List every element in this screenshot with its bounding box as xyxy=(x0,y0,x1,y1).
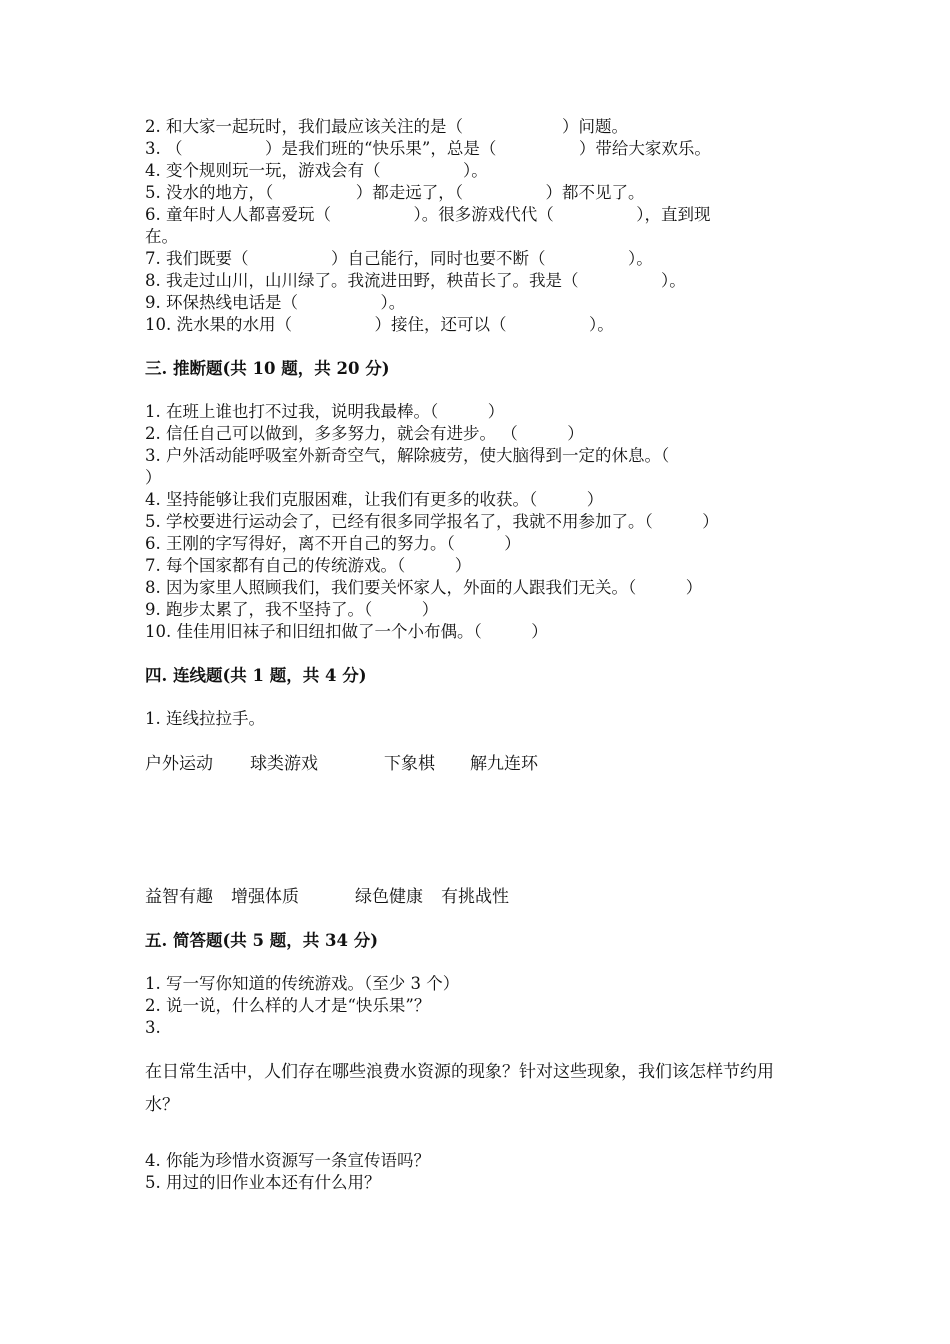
judge-item-8: 8. 因为家里人照顾我们，我们要关怀家人，外面的人跟我们无关。（ ） xyxy=(145,578,703,597)
short-item-4: 4. 你能为珍惜水资源写一条宣传语吗？ xyxy=(145,1151,430,1170)
match-top-word-4[interactable]: 解九连环 xyxy=(470,754,538,774)
match-bottom-word-4[interactable]: 有挑战性 xyxy=(441,887,509,907)
match-top-word-1[interactable]: 户外运动 xyxy=(145,754,213,774)
fill-item-10: 10. 洗水果的水用（ ）接住，还可以（ ）。 xyxy=(145,315,614,334)
match-bottom-word-2[interactable]: 增强体质 xyxy=(231,887,299,907)
judge-item-1: 1. 在班上谁也打不过我，说明我最棒。（ ） xyxy=(145,402,505,421)
fill-item-5: 5. 没水的地方，（ ）都走远了，（ ）都不见了。 xyxy=(145,183,645,202)
fill-item-3: 3. （ ）是我们班的“快乐果”，总是（ ）带给大家欢乐。 xyxy=(145,139,711,158)
judge-item-10: 10. 佳佳用旧袜子和旧纽扣做了一个小布偶。（ ） xyxy=(145,622,548,641)
short-item-3-text: 在日常生活中，人们存在哪些浪费水资源的现象？针对这些现象，我们该怎样节约用水？ xyxy=(145,1062,774,1115)
fill-item-9: 9. 环保热线电话是（ ）。 xyxy=(145,293,406,312)
fill-item-4: 4. 变个规则玩一玩，游戏会有（ ）。 xyxy=(145,161,488,180)
short-item-3-number: 3. xyxy=(145,1018,161,1037)
match-section-heading: 四. 连线题(共 1 题，共 4 分) xyxy=(145,666,367,685)
short-item-2: 2. 说一说，什么样的人才是“快乐果”？ xyxy=(145,996,431,1015)
judge-section-heading: 三. 推断题(共 10 题，共 20 分) xyxy=(145,359,390,378)
fill-item-2: 2. 和大家一起玩时，我们最应该关注的是（ ）问题。 xyxy=(145,117,628,136)
fill-item-6-continued: 在。 xyxy=(145,227,178,246)
fill-item-6: 6. 童年时人人都喜爱玩（ ）。很多游戏代代（ ），直到现 xyxy=(145,205,711,224)
fill-item-7: 7. 我们既要（ ）自己能行，同时也要不断（ ）。 xyxy=(145,249,653,268)
match-bottom-word-3[interactable]: 绿色健康 xyxy=(355,887,423,907)
judge-item-6: 6. 王刚的字写得好，离不开自己的努力。（ ） xyxy=(145,534,521,553)
judge-item-2: 2. 信任自己可以做到，多多努力，就会有进步。 （ ） xyxy=(145,424,584,443)
judge-item-3-continued: ） xyxy=(145,468,162,487)
judge-item-7: 7. 每个国家都有自己的传统游戏。（ ） xyxy=(145,556,472,575)
judge-item-4: 4. 坚持能够让我们克服困难，让我们有更多的收获。（ ） xyxy=(145,490,604,509)
judge-item-5: 5. 学校要进行运动会了，已经有很多同学报名了，我就不用参加了。（ ） xyxy=(145,512,719,531)
match-top-word-3[interactable]: 下象棋 xyxy=(384,754,435,774)
short-item-5: 5. 用过的旧作业本还有什么用？ xyxy=(145,1173,381,1192)
match-bottom-word-1[interactable]: 益智有趣 xyxy=(145,887,213,907)
match-top-word-2[interactable]: 球类游戏 xyxy=(250,754,318,774)
match-question: 1. 连线拉拉手。 xyxy=(145,709,265,728)
short-item-1: 1. 写一写你知道的传统游戏。（至少 3 个） xyxy=(145,974,460,993)
judge-item-9: 9. 跑步太累了，我不坚持了。（ ） xyxy=(145,600,439,619)
fill-item-8: 8. 我走过山川，山川绿了。我流进田野，秧苗长了。我是（ ）。 xyxy=(145,271,686,290)
judge-item-3: 3. 户外活动能呼吸室外新奇空气，解除疲劳，使大脑得到一定的休息。（ xyxy=(145,446,670,465)
short-section-heading: 五. 简答题(共 5 题，共 34 分) xyxy=(145,931,379,950)
